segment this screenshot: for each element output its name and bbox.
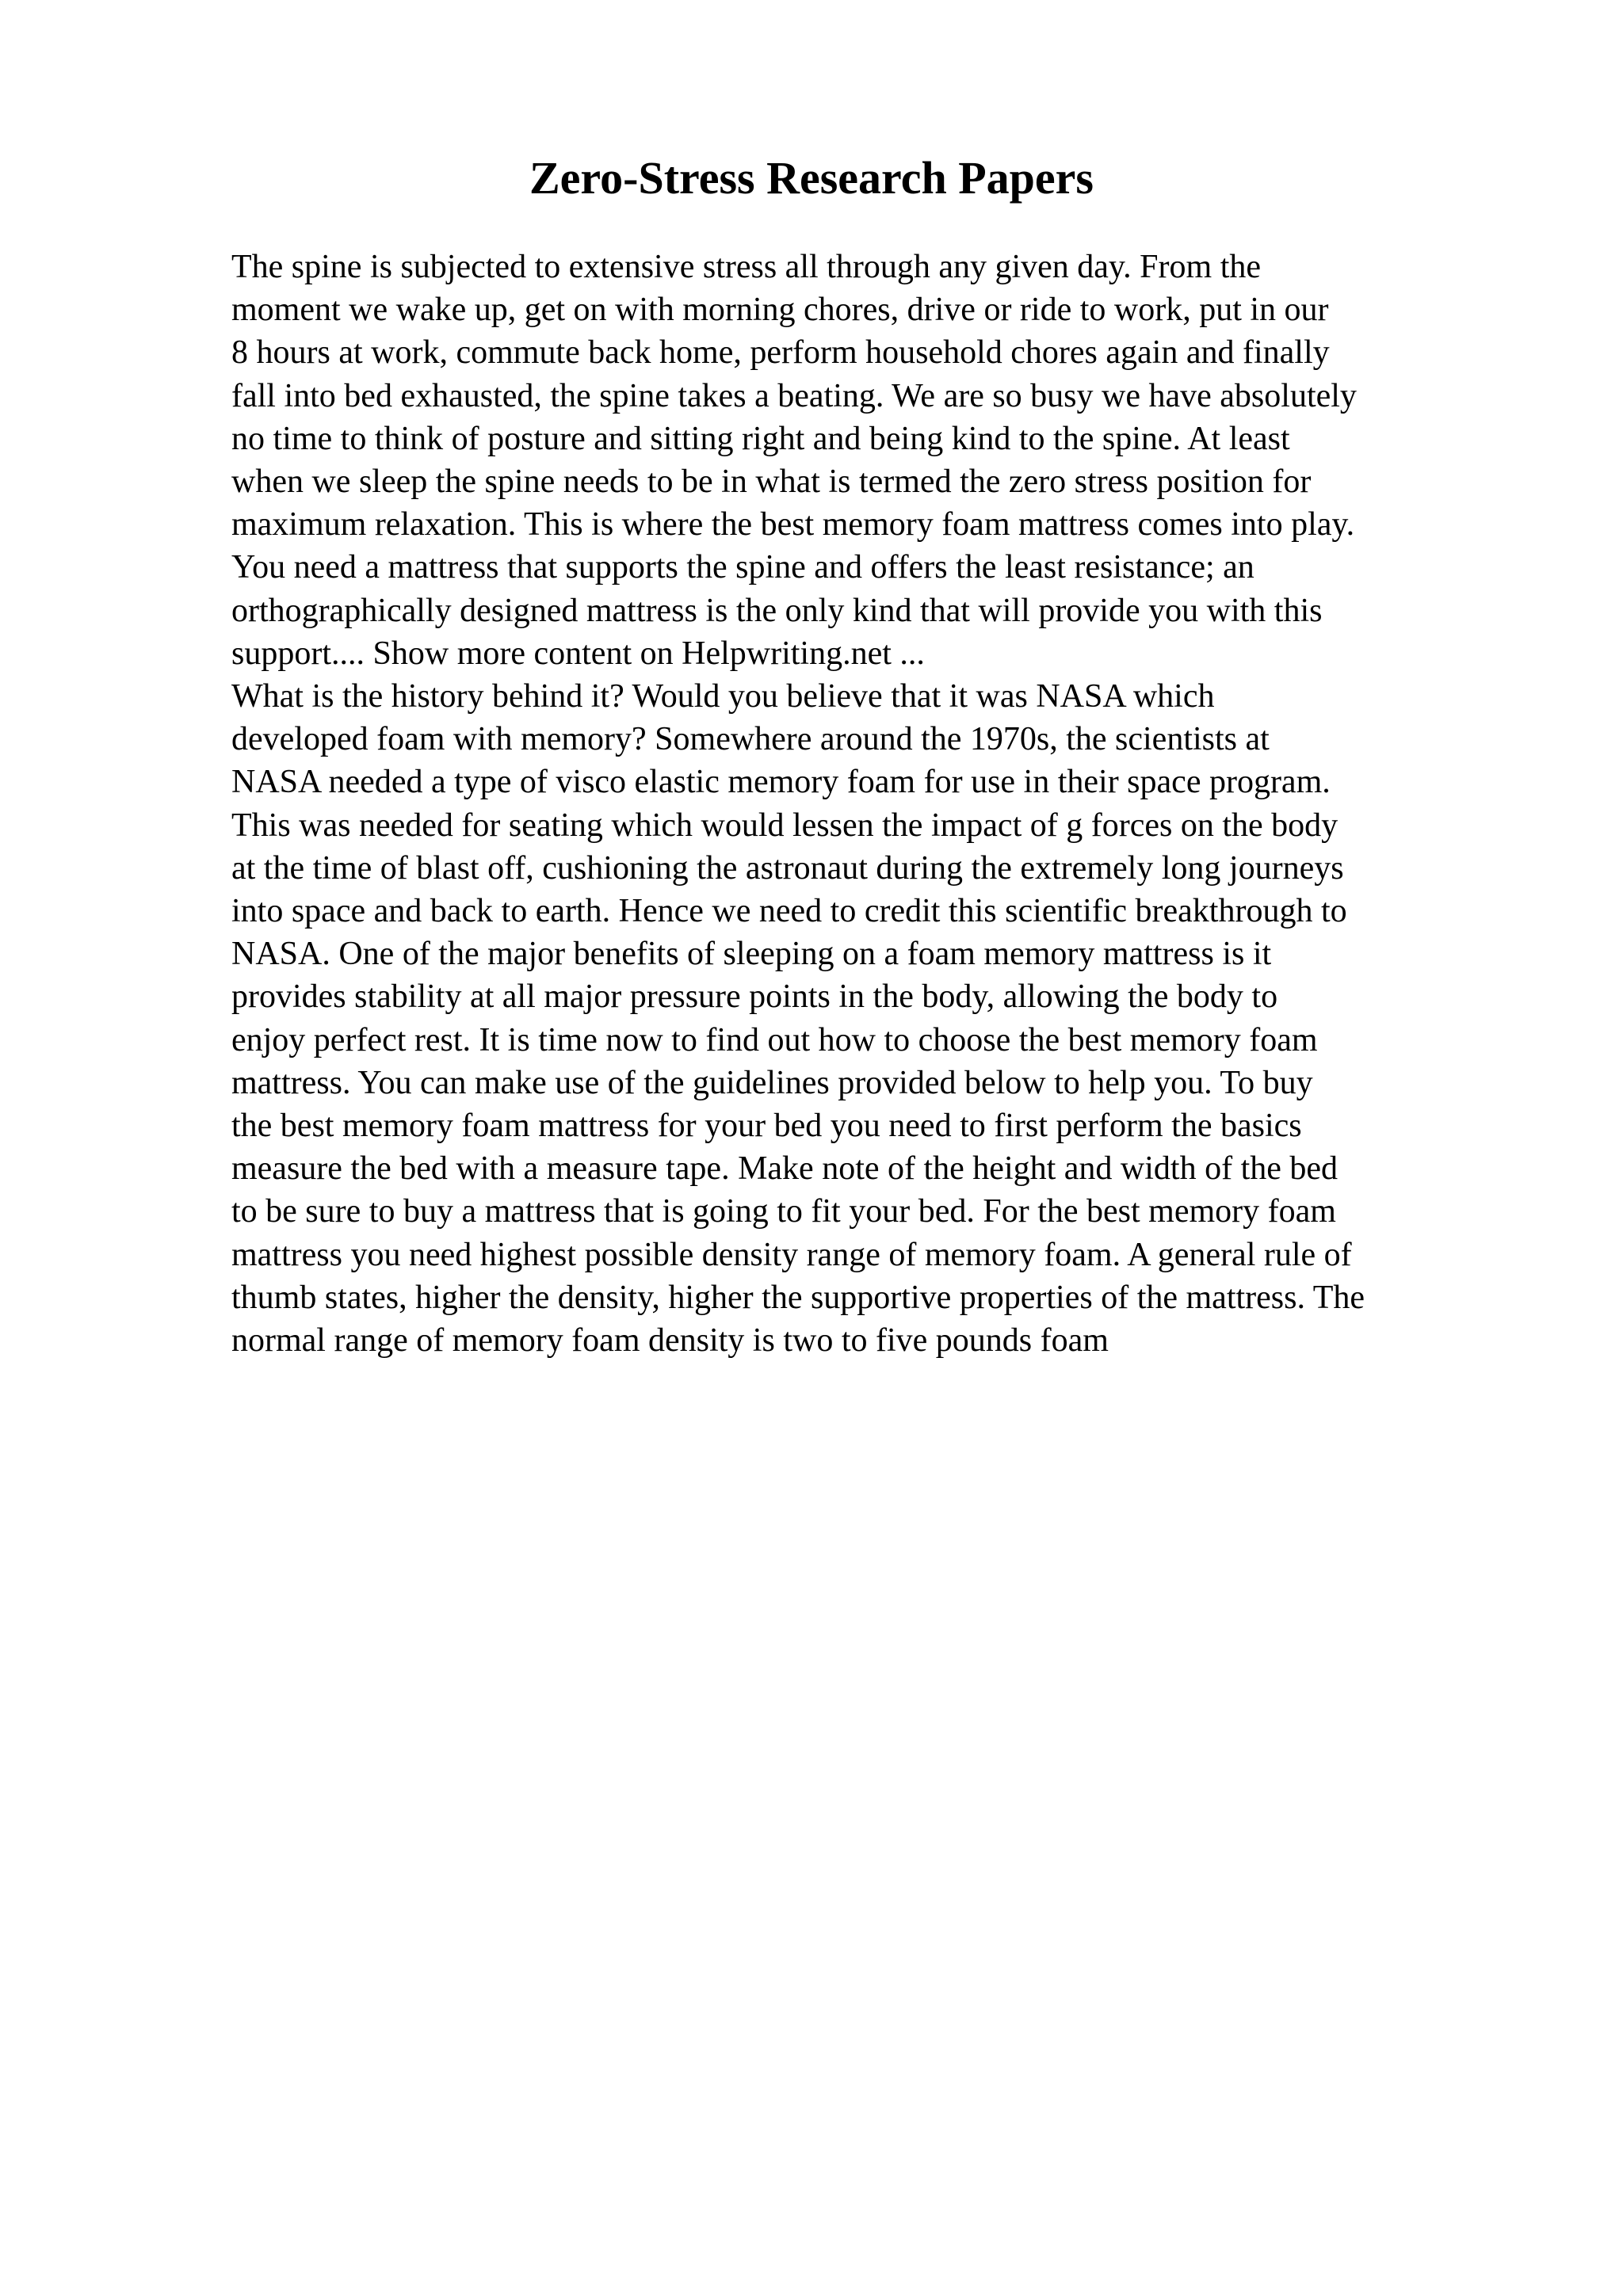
body-line: maximum relaxation. This is where the best memory foam mattress comes into play.: [231, 506, 1355, 543]
body-line: orthographically designed mattress is the only kind that will provide you with this: [231, 592, 1323, 629]
document-body: [231, 246, 1499, 1362]
body-line: NASA needed a type of visco elastic memory foam for use in their space program.: [231, 764, 1331, 801]
body-line: developed foam with memory? Somewhere around the 1970s, the scientists at: [231, 721, 1270, 758]
body-line: This was needed for seating which would lessen the impact of g forces on the body: [231, 807, 1338, 844]
body-line: fall into bed exhausted, the spine takes a beating. We are so busy we have absolutely: [231, 377, 1357, 414]
body-line: What is the history behind it? Would you believe that it was NASA which: [231, 678, 1215, 715]
body-line: to be sure to buy a mattress that is going to fit your bed. For the best memory foam: [231, 1193, 1336, 1230]
body-line: at the time of blast off, cushioning the astronaut during the extremely long journeys: [231, 849, 1344, 887]
body-line: the best memory foam mattress for your bed you need to first perform the basics: [231, 1108, 1302, 1145]
body-line: provides stability at all major pressure points in the body, allowing the body to: [231, 978, 1278, 1016]
body-line: NASA. One of the major benefits of sleeping on a foam memory mattress is it: [231, 936, 1272, 973]
body-line: The spine is subjected to extensive stress all through any given day. From the: [231, 249, 1262, 285]
body-line: thumb states, higher the density, higher the supportive properties of the mattress. The: [231, 1279, 1365, 1316]
document-title: Zero-Stress Research Papers: [529, 152, 1094, 204]
body-line: normal range of memory foam density is two to five pounds foam: [231, 1322, 1109, 1360]
body-line: mattress you need highest possible density range of memory foam. A general rule of: [231, 1236, 1352, 1273]
body-line: into space and back to earth. Hence we need to credit this scientific breakthrough to: [231, 893, 1347, 930]
body-line: mattress. You can make use of the guidelines provided below to help you. To buy: [231, 1064, 1313, 1101]
body-line: enjoy perfect rest. It is time now to find out how to choose the best memory foam: [231, 1021, 1318, 1058]
body-line: moment we wake up, get on with morning chores, drive or ride to work, put in our: [231, 292, 1329, 329]
body-line: no time to think of posture and sitting right and being kind to the spine. At least: [231, 420, 1290, 457]
body-line: You need a mattress that supports the spine and offers the least resistance; an: [231, 549, 1254, 586]
body-line: when we sleep the spine needs to be in what is termed the zero stress position for: [231, 463, 1312, 501]
body-line: 8 hours at work, commute back home, perform household chores again and finally: [231, 334, 1330, 372]
body-line: measure the bed with a measure tape. Make note of the height and width of the bed: [231, 1150, 1338, 1188]
body-line: support.... Show more content on Helpwriting.net ...: [231, 635, 925, 672]
